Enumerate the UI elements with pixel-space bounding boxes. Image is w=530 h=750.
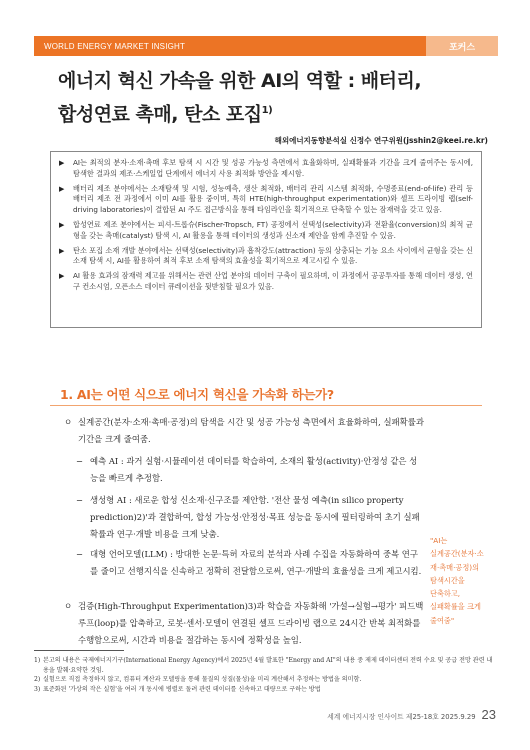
section-title-text: AI는 어떤 식으로 에너지 혁신을 가속화 하는가?	[76, 387, 334, 402]
paragraph-text: 예측 AI : 과거 실험·시뮬레이션 데이터를 학습하여, 소재의 활성(activity)·안정성 같은 성능을 빠르게 추정함.	[90, 456, 418, 483]
footnote-divider	[34, 650, 124, 651]
header-bar	[34, 36, 498, 56]
paragraph-text: 생성형 AI : 새로운 합성 신소재·신구조를 제안함. '전산 물성 예측(in silico property prediction)2)'과 결합하여, 합성 가능성·안정성·목표 성능을 동시에 필터링하여 초기 실패 확률과 연구·개발 비용을 크게 낮춤.	[90, 495, 420, 539]
summary-text: AI 활용 효과의 잠재력 제고를 위해서는 관련 산업 분야의 데이터 구축이 필요하며, 이 과정에서 공공투자를 통해 데이터 생성, 연구 컨소시엄, 오픈소스 데이터 큐레이션을 뒷받침할 필요가 있음.	[73, 271, 473, 291]
summary-item	[59, 158, 473, 180]
triangle-bullet-icon: ▶	[59, 159, 65, 167]
dash-bullet-icon: −	[76, 549, 84, 559]
circle-bullet-icon: ㅇ	[64, 417, 73, 427]
triangle-bullet-icon: ▶	[59, 272, 65, 281]
summary-text: 배터리 제조 분야에서는 소재탐색 및 시험, 성능예측, 생산 최적화, 배터리 관리 시스템 최적화, 수명종료(end-of-life) 관리 등 배터리 제조 전 과정에서 이미 AI를 활용 중이며, 특히 HTE(high-throughput experimentation)와 셀프 드라이빙 랩(self-driving laboratories)이 결합된 AI 주도 접근방식을 통해 타임라인을 획기적으로 단축할 수 있는 잠재력을 갖고 있음.	[73, 183, 473, 215]
summary-text: 탄소 포집 소재 개발 분야에서는 선택성(selectivity)과 흡착강도(attraction) 등의 상충되는 기능 요소 사이에서 균형을 갖는 신소재 탐색 시, AI를 활용하여 최적 후보 소재 탐색의 효율성을 획기적으로 제고시킬 수 있음.	[73, 245, 473, 266]
page-number: 23	[481, 707, 496, 722]
section-heading	[60, 385, 334, 403]
circle-bullet-icon: ㅇ	[64, 601, 73, 611]
footnote: 1) 본고의 내용은 국제에너지기구(International Energy Agency)에서 2025년 4월 발표한 "Energy and AI"의 내용 중 제제 데이터센터 전력 수요 및 공급 전망 관련 내용을 발췌·요약한 것임.	[34, 657, 493, 674]
body-paragraph	[64, 414, 430, 448]
summary-text: AI는 최적의 분자·소재·촉매 후보 탐색 시 시간 및 성공 가능성 측면에서 효율화하며, 실패확률과 기간을 크게 줄여주는 동시에, 탐색한 결과의 제조·스케일업 단계에서 에너지 사용 최적화 방안을 제시함.	[73, 158, 473, 178]
triangle-bullet-icon: ▶	[59, 220, 65, 229]
section-number: 1.	[60, 387, 73, 402]
paragraph-text: 검증(High-Throughput Experimentation)3)과 학습을 자동화해 '가설→실험→평가' 피드백 루프(loop)를 압축하고, 로봇·센서·모델이 연결된 셀프 드라이빙 랩으로 24시간 반복 최적화를 수행함으로써, 시간과 비용을 절감하는 동시에 정확성을 높임.	[78, 601, 424, 645]
summary-item	[59, 220, 473, 242]
summary-text: 합성연료 제조 분야에서는 피셔-트롭슈(Fischer-Tropsch, FT) 공정에서 선택성(selectivity)과 전환율(conversion)의 최적 균형을 갖는 촉매(catalyst) 탐색 시, AI 활용을 통해 데이터의 생성과 신소재 제안을 함께 추진할 수 있음.	[73, 219, 473, 240]
body-paragraph	[76, 492, 424, 543]
triangle-bullet-icon: ▶	[59, 184, 65, 193]
article-title	[58, 66, 478, 129]
section-tab: 포커스	[426, 36, 498, 56]
paragraph-text: 실계공간(분자·소재·촉매·공정)의 탐색을 시간 및 성공 가능성 측면에서 효율화하여, 실패확률과 기간을 크게 줄여줌.	[78, 417, 424, 444]
title-footnote-ref: 1)	[261, 105, 273, 116]
publication-info: 세계 에너지시장 인사이트 제25-18호 2025.9.29	[327, 713, 476, 721]
header-label: WORLD ENERGY MARKET INSIGHT	[44, 41, 186, 51]
body-paragraph	[76, 453, 424, 487]
page-footer	[327, 707, 496, 722]
body-paragraph	[64, 598, 430, 649]
body-paragraph	[76, 546, 424, 580]
title-line-1: 에너지 혁신 가속을 위한 AI의 역할 : 배터리,	[58, 70, 422, 92]
author-line: 해외에너지동향분석실 신정수 연구위원(jsshin2@keei.re.kr)	[274, 136, 488, 145]
summary-item	[59, 271, 473, 293]
footnote: 2) 실험으로 직접 측정하지 않고, 컴퓨터 계산과 모델링을 통해 물질의 성질(물성)을 미리 계산해서 추정하는 방법을 의미함.	[34, 676, 362, 684]
side-note: "AI는 실계공간(분자·소 재·촉매·공정)의 탐색시간을 단축하고, 실패확률을 크게 줄여줌"	[430, 536, 484, 625]
dash-bullet-icon: −	[76, 456, 84, 466]
footnotes	[34, 656, 498, 694]
summary-item	[59, 184, 473, 216]
triangle-bullet-icon: ▶	[59, 246, 65, 255]
paragraph-text: 대형 언어모델(LLM) : 방대한 논문·특허 자료의 분석과 사례 수집을 자동화하여 중복 연구를 줄이고 선행지식을 신속하고 정확히 전달함으로써, 연구·개발의 효율성을 크게 제고시킴.	[90, 549, 422, 576]
title-line-2: 합성연료 촉매, 탄소 포집$^{1)}$	[58, 103, 273, 126]
section-divider	[50, 405, 482, 406]
summary-box	[50, 151, 482, 328]
summary-item	[59, 246, 473, 268]
footnote: 3) 표준화된 '가상의 작은 실험'을 여러 개 동시에 병렬로 돌려 관련 데이터를 신속하고 대량으로 구하는 방법	[34, 685, 321, 693]
dash-bullet-icon: −	[76, 495, 84, 505]
